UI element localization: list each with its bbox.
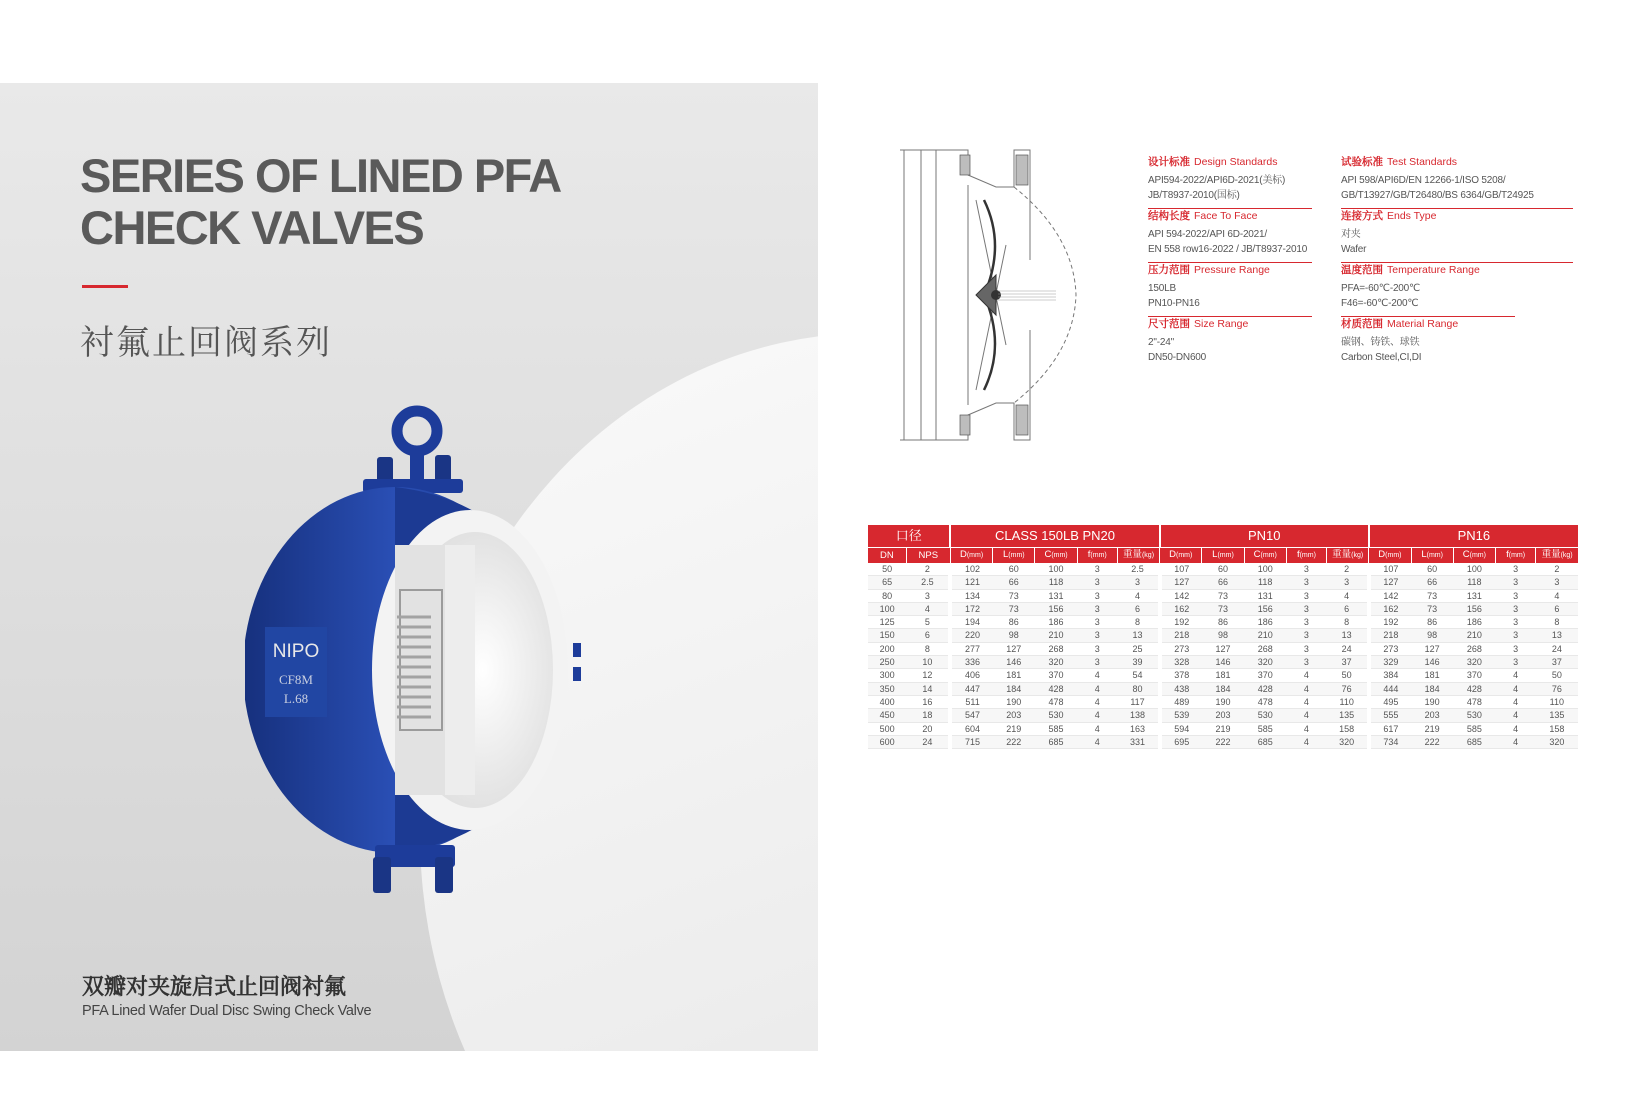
table-cell: 8 [1536, 616, 1578, 629]
table-cell: 210 [1035, 629, 1077, 642]
group-header-class150: CLASS 150LB PN20 [950, 525, 1159, 548]
table-cell: 3 [1077, 576, 1117, 589]
table-cell: 118 [1244, 576, 1286, 589]
table-cell: 378 [1160, 669, 1202, 682]
table-cell: 2.5 [1117, 563, 1159, 576]
table-cell: 218 [1369, 629, 1411, 642]
table-cell: 478 [1035, 695, 1077, 708]
table-cell: 98 [993, 629, 1035, 642]
group-header-size: 口径 [868, 525, 950, 548]
table-row [868, 669, 1578, 682]
column-header: L(mm) [1411, 548, 1453, 564]
table-cell: 146 [1202, 656, 1244, 669]
table-cell: 3 [1495, 576, 1535, 589]
table-cell: 268 [1453, 642, 1495, 655]
table-cell: 184 [1411, 682, 1453, 695]
table-cell: 127 [1369, 576, 1411, 589]
column-header: L(mm) [993, 548, 1035, 564]
table-cell: 585 [1453, 722, 1495, 735]
table-cell: 100 [1244, 563, 1286, 576]
table-cell: 500 [868, 722, 906, 735]
table-cell: 4 [1077, 709, 1117, 722]
table-cell: 4 [1327, 589, 1369, 602]
table-cell: 110 [1536, 695, 1578, 708]
table-row [868, 589, 1578, 602]
lifting-eye-icon [363, 411, 463, 493]
table-cell: 192 [1369, 616, 1411, 629]
table-cell: 138 [1117, 709, 1159, 722]
table-cell: 210 [1453, 629, 1495, 642]
product-name-cn: 双瓣对夹旋启式止回阀衬氟 [82, 975, 347, 1000]
table-cell: 219 [1202, 722, 1244, 735]
table-cell: 478 [1453, 695, 1495, 708]
table-cell: 135 [1327, 709, 1369, 722]
table-cell: 50 [868, 563, 906, 576]
table-cell: 428 [1035, 682, 1077, 695]
table-cell: 162 [1160, 602, 1202, 615]
table-cell: 734 [1369, 735, 1411, 748]
series-title-line-2: CHECK VALVES [80, 201, 424, 254]
table-cell: 715 [950, 735, 992, 748]
table-cell: 13 [1117, 629, 1159, 642]
table-cell: 685 [1453, 735, 1495, 748]
table-cell: 2 [1536, 563, 1578, 576]
spec-pressure-range: 压力范围 Pressure Range 150LB PN10-PN16 [1148, 263, 1312, 317]
table-cell: 186 [1244, 616, 1286, 629]
table-cell: 131 [1453, 589, 1495, 602]
table-cell: 300 [868, 669, 906, 682]
table-cell: 66 [993, 576, 1035, 589]
table-cell: 65 [868, 576, 906, 589]
table-cell: 3 [1286, 656, 1326, 669]
table-cell: 12 [906, 669, 950, 682]
table-cell: 219 [993, 722, 1035, 735]
table-cell: 100 [868, 602, 906, 615]
table-cell: 4 [1077, 722, 1117, 735]
table-cell: 16 [906, 695, 950, 708]
table-cell: 100 [1453, 563, 1495, 576]
table-cell: 3 [1286, 629, 1326, 642]
table-cell: 406 [950, 669, 992, 682]
table-cell: 20 [906, 722, 950, 735]
table-cell: 336 [950, 656, 992, 669]
table-cell: 184 [1202, 682, 1244, 695]
table-cell: 107 [1160, 563, 1202, 576]
table-cell: 37 [1327, 656, 1369, 669]
table-cell: 203 [993, 709, 1035, 722]
table-cell: 268 [1035, 642, 1077, 655]
table-cell: 110 [1327, 695, 1369, 708]
table-cell: 3 [1495, 656, 1535, 669]
table-row [868, 695, 1578, 708]
title-divider [82, 285, 128, 288]
table-cell: 447 [950, 682, 992, 695]
table-cell: 3 [1077, 602, 1117, 615]
table-cell: 273 [1369, 642, 1411, 655]
column-header: f(mm) [1495, 548, 1535, 564]
table-cell: 4 [1286, 735, 1326, 748]
table-cell: 50 [1536, 669, 1578, 682]
table-cell: 118 [1453, 576, 1495, 589]
table-cell: 181 [1411, 669, 1453, 682]
table-cell: 4 [1495, 722, 1535, 735]
table-cell: 150 [868, 629, 906, 642]
table-row [868, 576, 1578, 589]
dimension-table [868, 525, 1578, 749]
table-cell: 350 [868, 682, 906, 695]
table-cell: 4 [1117, 589, 1159, 602]
table-cell: 3 [1327, 576, 1369, 589]
column-header: NPS [906, 548, 950, 564]
table-cell: 695 [1160, 735, 1202, 748]
table-row [868, 602, 1578, 615]
table-cell: 192 [1160, 616, 1202, 629]
table-cell: 320 [1453, 656, 1495, 669]
column-header: D(mm) [950, 548, 992, 564]
table-cell: 73 [1202, 589, 1244, 602]
table-cell: 530 [1453, 709, 1495, 722]
table-cell: 24 [1327, 642, 1369, 655]
table-cell: 320 [1536, 735, 1578, 748]
table-cell: 118 [1035, 576, 1077, 589]
table-cell: 685 [1244, 735, 1286, 748]
table-cell: 98 [1411, 629, 1453, 642]
table-cell: 86 [993, 616, 1035, 629]
table-cell: 73 [1411, 589, 1453, 602]
column-header: C(mm) [1244, 548, 1286, 564]
sectional-drawing [896, 145, 1096, 445]
table-cell: 37 [1536, 656, 1578, 669]
table-row [868, 735, 1578, 748]
table-cell: 142 [1160, 589, 1202, 602]
table-cell: 86 [1411, 616, 1453, 629]
table-cell: 320 [1244, 656, 1286, 669]
column-header: C(mm) [1453, 548, 1495, 564]
table-cell: 54 [1117, 669, 1159, 682]
table-cell: 190 [993, 695, 1035, 708]
table-cell: 181 [1202, 669, 1244, 682]
table-cell: 14 [906, 682, 950, 695]
table-cell: 8 [1327, 616, 1369, 629]
table-row [868, 563, 1578, 576]
table-cell: 127 [993, 642, 1035, 655]
table-cell: 131 [1035, 589, 1077, 602]
table-cell: 4 [1286, 695, 1326, 708]
table-cell: 13 [1536, 629, 1578, 642]
table-cell: 3 [1495, 602, 1535, 615]
table-row [868, 642, 1578, 655]
table-cell: 320 [1035, 656, 1077, 669]
table-cell: 156 [1244, 602, 1286, 615]
table-cell: 585 [1035, 722, 1077, 735]
table-cell: 3 [1495, 629, 1535, 642]
table-cell: 127 [1411, 642, 1453, 655]
table-cell: 76 [1327, 682, 1369, 695]
table-cell: 107 [1369, 563, 1411, 576]
spec-material-range: 材质范围 Material Range 碳钢、铸铁、球铁 Carbon Steel,CI,DI [1341, 318, 1459, 363]
table-cell: 39 [1117, 656, 1159, 669]
table-cell: 331 [1117, 735, 1159, 748]
table-cell: 277 [950, 642, 992, 655]
table-cell: 3 [1077, 629, 1117, 642]
spec-test-standards: 试验标准 Test Standards API 598/API6D/EN 12266-1/ISO 5208/ GB/T13927/GB/T26480/BS 6364/GB/T24925 [1341, 155, 1573, 209]
table-cell: 80 [868, 589, 906, 602]
table-cell: 2 [1327, 563, 1369, 576]
table-row [868, 709, 1578, 722]
spec-temperature-range: 温度范围 Temperature Range PFA=-60℃-200℃ F46=-60℃-200℃ [1341, 263, 1515, 317]
table-cell: 8 [906, 642, 950, 655]
table-cell: 4 [1536, 589, 1578, 602]
table-row [868, 722, 1578, 735]
table-cell: 273 [1160, 642, 1202, 655]
table-cell: 604 [950, 722, 992, 735]
table-cell: 4 [1077, 669, 1117, 682]
table-cell: 190 [1202, 695, 1244, 708]
table-cell: 511 [950, 695, 992, 708]
table-cell: 3 [1286, 589, 1326, 602]
table-cell: 3 [1077, 589, 1117, 602]
table-cell: 220 [950, 629, 992, 642]
table-cell: 4 [1286, 709, 1326, 722]
table-cell: 181 [993, 669, 1035, 682]
table-cell: 80 [1117, 682, 1159, 695]
group-header-pn16: PN16 [1369, 525, 1578, 548]
table-cell: 131 [1244, 589, 1286, 602]
table-cell: 617 [1369, 722, 1411, 735]
table-cell: 135 [1536, 709, 1578, 722]
table-cell: 73 [1202, 602, 1244, 615]
table-cell: 600 [868, 735, 906, 748]
table-cell: 117 [1117, 695, 1159, 708]
table-cell: 3 [1536, 576, 1578, 589]
column-header: 重量(kg) [1117, 548, 1159, 564]
table-cell: 184 [993, 682, 1035, 695]
table-cell: 66 [1202, 576, 1244, 589]
table-cell: 438 [1160, 682, 1202, 695]
table-cell: 3 [1495, 563, 1535, 576]
table-cell: 134 [950, 589, 992, 602]
table-row [868, 656, 1578, 669]
table-cell: 25 [1117, 642, 1159, 655]
table-cell: 4 [1077, 682, 1117, 695]
table-cell: 50 [1327, 669, 1369, 682]
table-cell: 4 [1286, 722, 1326, 735]
table-cell: 3 [1286, 642, 1326, 655]
table-cell: 24 [906, 735, 950, 748]
table-row [868, 616, 1578, 629]
table-cell: 530 [1244, 709, 1286, 722]
table-cell: 125 [868, 616, 906, 629]
column-header: L(mm) [1202, 548, 1244, 564]
table-cell: 4 [1495, 735, 1535, 748]
table-cell: 320 [1327, 735, 1369, 748]
table-cell: 539 [1160, 709, 1202, 722]
table-cell: 102 [950, 563, 992, 576]
series-title-line-1: SERIES OF LINED PFA [80, 149, 561, 202]
table-cell: 73 [1411, 602, 1453, 615]
table-cell: 4 [1495, 669, 1535, 682]
table-cell: 428 [1244, 682, 1286, 695]
table-cell: 222 [993, 735, 1035, 748]
table-cell: 370 [1244, 669, 1286, 682]
table-cell: 585 [1244, 722, 1286, 735]
table-cell: 370 [1453, 669, 1495, 682]
table-cell: 6 [906, 629, 950, 642]
table-cell: 495 [1369, 695, 1411, 708]
table-cell: 6 [1117, 602, 1159, 615]
table-cell: 3 [1117, 576, 1159, 589]
table-cell: 163 [1117, 722, 1159, 735]
table-cell: 158 [1327, 722, 1369, 735]
table-cell: 4 [1495, 682, 1535, 695]
table-cell: 4 [1286, 682, 1326, 695]
table-cell: 3 [1286, 616, 1326, 629]
table-cell: 3 [1077, 563, 1117, 576]
table-cell: 127 [1202, 642, 1244, 655]
table-cell: 203 [1411, 709, 1453, 722]
table-cell: 3 [1286, 576, 1326, 589]
column-header: C(mm) [1035, 548, 1077, 564]
table-cell: 100 [1035, 563, 1077, 576]
product-name-en: PFA Lined Wafer Dual Disc Swing Check Valve [82, 1003, 372, 1019]
table-cell: 121 [950, 576, 992, 589]
table-cell: 328 [1160, 656, 1202, 669]
table-cell: 146 [1411, 656, 1453, 669]
table-cell: 4 [1077, 695, 1117, 708]
check-valve-image [245, 405, 625, 925]
table-cell: 146 [993, 656, 1035, 669]
column-header: 重量(kg) [1327, 548, 1369, 564]
table-cell: 194 [950, 616, 992, 629]
table-cell: 5 [906, 616, 950, 629]
table-cell: 4 [1077, 735, 1117, 748]
spec-design-standards: 设计标准 Design Standards API594-2022/API6D-2021(美标) JB/T8937-2010(国标) [1148, 155, 1312, 209]
table-cell: 60 [1202, 563, 1244, 576]
table-cell: 158 [1536, 722, 1578, 735]
table-cell: 3 [906, 589, 950, 602]
table-cell: 444 [1369, 682, 1411, 695]
table-cell: 98 [1202, 629, 1244, 642]
table-cell: 127 [1160, 576, 1202, 589]
table-cell: 370 [1035, 669, 1077, 682]
table-cell: 218 [1160, 629, 1202, 642]
table-cell: 73 [993, 602, 1035, 615]
table-cell: 60 [1411, 563, 1453, 576]
table-cell: 450 [868, 709, 906, 722]
table-cell: 156 [1035, 602, 1077, 615]
table-cell: 200 [868, 642, 906, 655]
table-cell: 2 [906, 563, 950, 576]
table-cell: 10 [906, 656, 950, 669]
table-cell: 530 [1035, 709, 1077, 722]
table-cell: 329 [1369, 656, 1411, 669]
table-cell: 142 [1369, 589, 1411, 602]
table-cell: 60 [993, 563, 1035, 576]
column-header: f(mm) [1286, 548, 1326, 564]
table-cell: 222 [1202, 735, 1244, 748]
table-cell: 86 [1202, 616, 1244, 629]
column-header: D(mm) [1160, 548, 1202, 564]
table-cell: 6 [1327, 602, 1369, 615]
table-cell: 186 [1035, 616, 1077, 629]
table-cell: 203 [1202, 709, 1244, 722]
table-cell: 13 [1327, 629, 1369, 642]
spec-size-range: 尺寸范围 Size Range 2"-24" DN50-DN600 [1148, 318, 1249, 363]
valve-material-mark: CF8M [279, 672, 313, 687]
table-cell: 4 [906, 602, 950, 615]
table-cell: 4 [1495, 709, 1535, 722]
table-cell: 3 [1286, 563, 1326, 576]
table-cell: 489 [1160, 695, 1202, 708]
table-cell: 8 [1117, 616, 1159, 629]
spec-face-to-face: 结构长度 Face To Face API 594-2022/API 6D-2021/ EN 558 row16-2022 / JB/T8937-2010 [1148, 209, 1312, 263]
valve-heat-mark: L.68 [283, 691, 309, 706]
table-cell: 66 [1411, 576, 1453, 589]
table-cell: 3 [1077, 642, 1117, 655]
table-cell: 4 [1286, 669, 1326, 682]
table-cell: 162 [1369, 602, 1411, 615]
column-header: f(mm) [1077, 548, 1117, 564]
table-row [868, 629, 1578, 642]
table-cell: 76 [1536, 682, 1578, 695]
table-cell: 384 [1369, 669, 1411, 682]
group-header-pn10: PN10 [1160, 525, 1369, 548]
table-cell: 190 [1411, 695, 1453, 708]
valve-brand-label: NIPO [272, 641, 320, 662]
table-cell: 172 [950, 602, 992, 615]
table-cell: 210 [1244, 629, 1286, 642]
table-cell: 3 [1077, 656, 1117, 669]
table-cell: 4 [1495, 695, 1535, 708]
table-cell: 3 [1495, 642, 1535, 655]
column-header: DN [868, 548, 906, 564]
table-cell: 73 [993, 589, 1035, 602]
table-cell: 250 [868, 656, 906, 669]
series-title [80, 150, 561, 254]
table-cell: 594 [1160, 722, 1202, 735]
spec-ends-type: 连接方式 Ends Type 对夹 Wafer [1341, 209, 1573, 263]
table-cell: 24 [1536, 642, 1578, 655]
bottom-bolts-icon [373, 845, 455, 893]
table-cell: 685 [1035, 735, 1077, 748]
table-row [868, 682, 1578, 695]
table-cell: 18 [906, 709, 950, 722]
table-cell: 3 [1495, 616, 1535, 629]
table-cell: 428 [1453, 682, 1495, 695]
table-cell: 268 [1244, 642, 1286, 655]
table-cell: 3 [1495, 589, 1535, 602]
table-cell: 400 [868, 695, 906, 708]
table-cell: 219 [1411, 722, 1453, 735]
column-header: 重量(kg) [1536, 548, 1578, 564]
table-cell: 3 [1286, 602, 1326, 615]
table-cell: 478 [1244, 695, 1286, 708]
column-header-row [868, 548, 1578, 564]
table-cell: 186 [1453, 616, 1495, 629]
column-header: D(mm) [1369, 548, 1411, 564]
table-cell: 156 [1453, 602, 1495, 615]
series-title-cn: 衬氟止回阀系列 [80, 323, 332, 363]
table-cell: 547 [950, 709, 992, 722]
table-cell: 3 [1077, 616, 1117, 629]
table-cell: 2.5 [906, 576, 950, 589]
table-cell: 555 [1369, 709, 1411, 722]
table-cell: 222 [1411, 735, 1453, 748]
table-cell: 6 [1536, 602, 1578, 615]
